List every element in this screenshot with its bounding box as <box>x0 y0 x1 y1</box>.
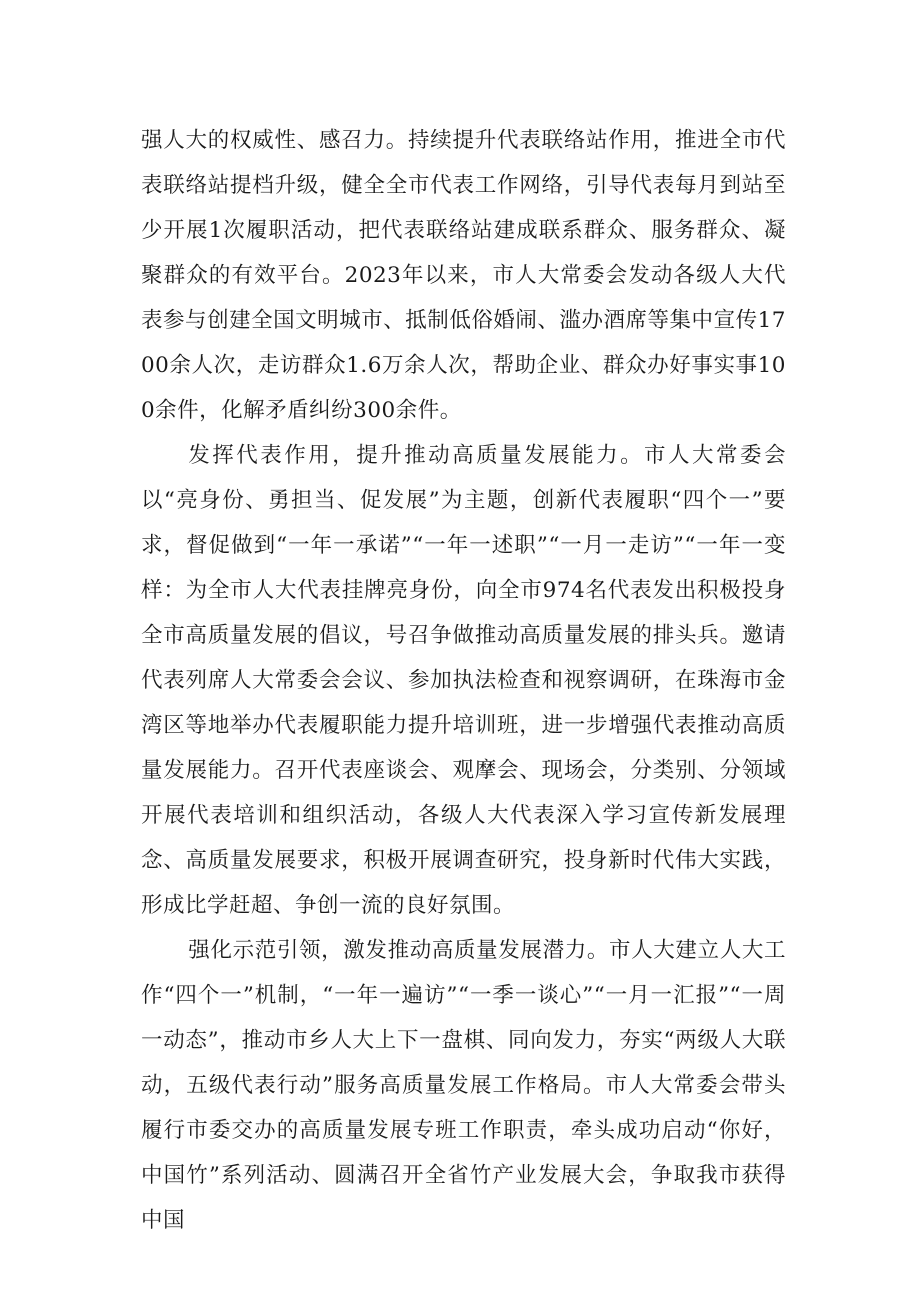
paragraph-2: 发挥代表作用，提升推动高质量发展能力。市人大常委会以“亮身份、勇担当、促发展”为主题，创新代表履职“四个一”要求，督促做到“一年一承诺”“一年一述职”“一月一走访”“一年一变样：为全市人大代表挂牌亮身份，向全市974名代表发出积极投身全市高质量发展的倡议，号召争做推动高质量发展的排头兵。邀请代表列席人大常委会会议、参加执法检查和视察调研，在珠海市金湾区等地举办代表履职能力提升培训班，进一步增强代表推动高质量发展能力。召开代表座谈会、观摩会、现场会，分类别、分领域开展代表培训和组织活动，各级人大代表深入学习宣传新发展理念、高质量发展要求，积极开展调查研究，投身新时代伟大实践，形成比学赶超、争创一流的良好氛围。 <box>141 443 786 918</box>
paragraph-3: 强化示范引领，激发推动高质量发展潜力。市人大建立人大工作“四个一”机制，“一年一遍访”“一季一谈心”“一月一汇报”“一周一动态”，推动市乡人大上下一盘棋、同向发力，夯实“两级人大联动，五级代表行动”服务高质量发展工作格局。市人大常委会带头履行市委交办的高质量发展专班工作职责，牵头成功启动“你好，中国竹”系列活动、圆满召开全省竹产业发展大会，争取我市获得中国 <box>141 938 786 1233</box>
document-body <box>141 118 786 1243</box>
paragraph-1: 强人大的权威性、感召力。持续提升代表联络站作用，推进全市代表联络站提档升级，健全全市代表工作网络，引导代表每月到站至少开展1次履职活动，把代表联络站建成联系群众、服务群众、凝聚群众的有效平台。2023年以来，市人大常委会发动各级人大代表参与创建全国文明城市、抵制低俗婚闹、滥办酒席等集中宣传1700余人次，走访群众1.6万余人次，帮助企业、群众办好事实事100余件，化解矛盾纠纷300余件。 <box>141 128 786 423</box>
